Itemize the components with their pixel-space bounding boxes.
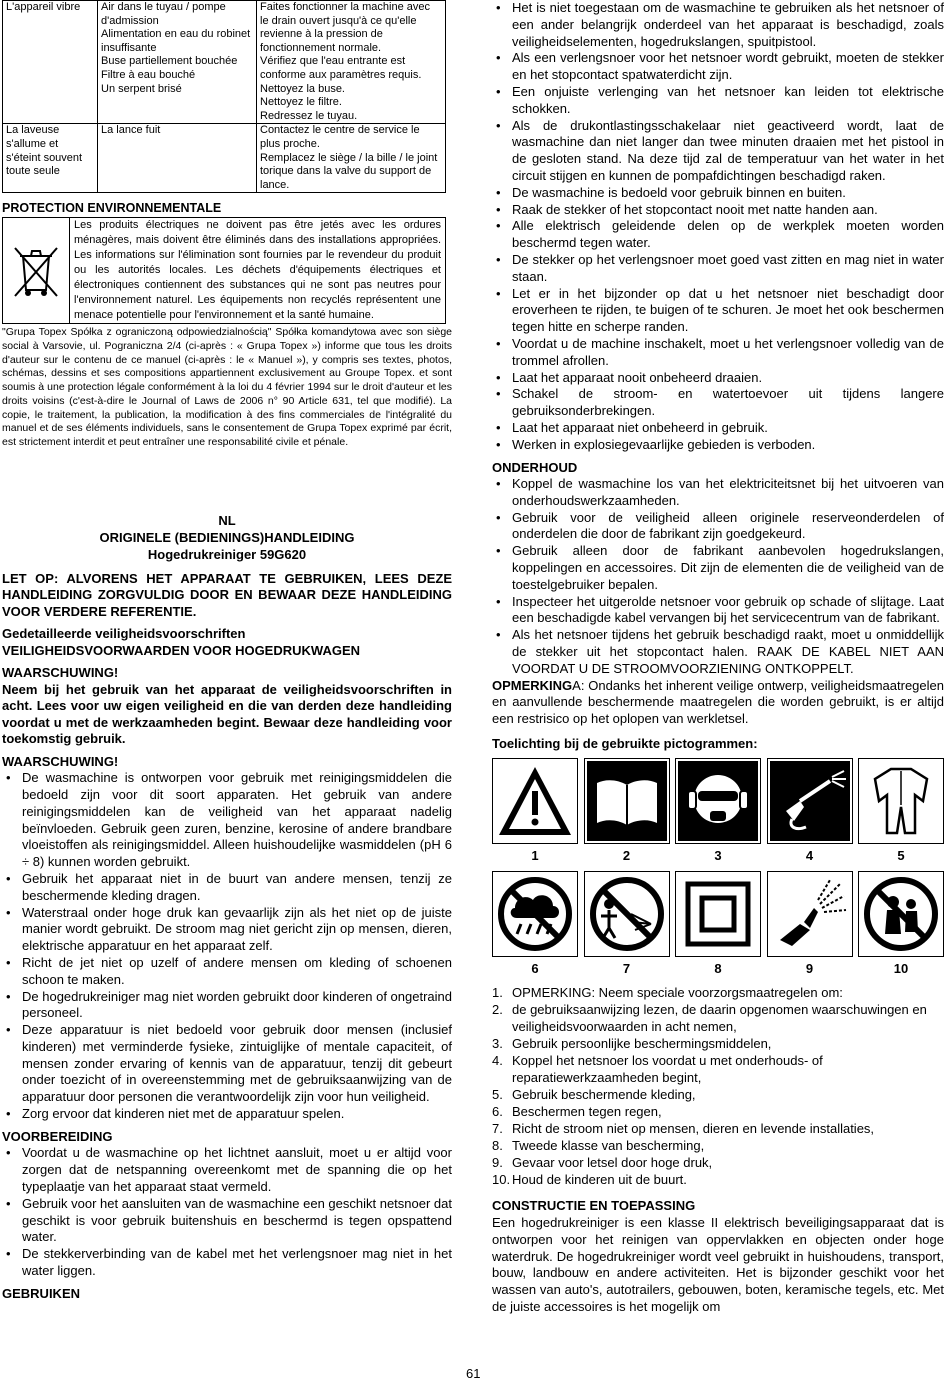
list-item: • Als een verlengsnoer voor het netsnoer wordt gebruikt, moeten de stekker en het stopcontact spatwaterdicht zijn. bbox=[492, 50, 944, 84]
pictogram-number: 2 bbox=[622, 848, 631, 864]
list-item: • Raak de stekker of het stopcontact nooit met natte handen aan. bbox=[492, 202, 944, 219]
list-item bbox=[492, 1137, 944, 1154]
remark-text: A: Ondanks het inherent veilige ontwerp, veiligheidsmaatregelen en aanvullende beschermende maatregelen die worden gebruikt, is er altijd een restrisico op het oplopen van werkletsel. bbox=[492, 677, 944, 727]
warning-triangle-icon bbox=[492, 758, 578, 844]
weee-bin-icon bbox=[3, 218, 70, 323]
pictogram-number: 10 bbox=[893, 961, 909, 977]
spray-gun-icon bbox=[767, 758, 853, 844]
legend-number: 4. bbox=[492, 1053, 503, 1069]
table-cell-cause bbox=[98, 1, 257, 124]
preparation-list bbox=[2, 1145, 452, 1279]
table-text: torique dans la valve du support de bbox=[260, 165, 432, 178]
table-text: lance. bbox=[260, 178, 290, 191]
legend-text: Gebruik persoonlijke beschermingsmiddelen, bbox=[512, 1036, 772, 1052]
high-pressure-injury-icon bbox=[767, 871, 853, 957]
read-manual-icon bbox=[584, 758, 670, 844]
table-text: revienne à la pression de bbox=[260, 28, 383, 41]
table-cell-remedy bbox=[257, 124, 446, 193]
legend-text: de gebruiksaanwijzing lezen, de daarin opgenomen waarschuwingen en veiligheidsvoorwaarden in acht nemen, bbox=[512, 1002, 927, 1035]
legend-text: Beschermen tegen regen, bbox=[512, 1104, 662, 1120]
pictogram-numbers bbox=[492, 961, 944, 976]
list-item: • Laat het apparaat nooit onbeheerd draaien. bbox=[492, 370, 944, 387]
pictogram-grid bbox=[492, 758, 944, 976]
list-item: • Werken in explosiegevaarlijke gebieden is verboden. bbox=[492, 437, 944, 454]
list-item bbox=[492, 1052, 944, 1086]
list-item bbox=[492, 1103, 944, 1120]
warning-list bbox=[2, 770, 452, 1123]
legend-text: Richt de stroom niet op mensen, dieren en levende installaties, bbox=[512, 1121, 875, 1137]
table-text: Un serpent brisé bbox=[101, 82, 182, 95]
legend-text: Gebruik beschermende kleding, bbox=[512, 1087, 696, 1103]
construction-text: Een hogedrukreiniger is een klasse II elektrisch beveiligingsapparaat dat is ontworpen voor het reinigen van oppervlakken en objecten onder hoge waterdruk. De hogedrukreiniger wordt veel gebruikt in huishoudens, transport, bouw, landbouw en andere activiteiten. Het is bijzonder geschikt voor het wassen van auto's, autotrailers, gebouwen, boten, keramische tegels, etc. Met de juiste accessoires is het mogelijk om bbox=[492, 1214, 944, 1314]
list-item: • Een onjuiste verlenging van het netsnoer kan leiden tot elektrische schokken. bbox=[492, 84, 944, 118]
list-item: • Gebruik alleen door de fabrikant aanbevolen hogedrukslangen, koppelingen en accessoires. Dit zijn de elementen die de veiligheid van de toestelgebruiker bepalen. bbox=[492, 543, 944, 593]
table-text: conforme aux paramètres requis. bbox=[260, 68, 422, 81]
attention-notice: LET OP: ALVORENS HET APPARAAT TE GEBRUIKEN, LEES DEZE HANDLEIDING ZORGVULDIG DOOR EN BEWAAR DEZE HANDLEIDING VOOR VERDERE REFERENTIE. bbox=[2, 570, 452, 619]
list-item bbox=[492, 984, 944, 1001]
legend-number: 1. bbox=[492, 985, 503, 1001]
legend-number: 8. bbox=[492, 1138, 503, 1154]
legend-text: Koppel het netsnoer los voordat u met onderhouds- of reparatiewerkzaamheden begint, bbox=[512, 1053, 823, 1086]
list-item bbox=[492, 1120, 944, 1137]
table-text: Air dans le tuyau / pompe bbox=[101, 1, 226, 13]
list-item: • Alle elektrisch geleidende delen op de werkplek moeten worden beschermd tegen water. bbox=[492, 218, 944, 252]
list-item: • Let er in het bijzonder op dat u het netsnoer niet beschadigt door eroverheen te rijden, te buigen of te schuren. Je moet het ook beschermen tegen hitte en scherpe randen. bbox=[492, 286, 944, 336]
table-cell-device bbox=[3, 124, 98, 193]
pictogram-numbers bbox=[492, 848, 944, 863]
legend-text: Houd de kinderen uit de buurt. bbox=[512, 1172, 687, 1188]
legend-number: 2. bbox=[492, 1002, 503, 1018]
table-text: s'allume et bbox=[6, 137, 59, 150]
construction-heading: CONSTRUCTIE EN TOEPASSING bbox=[492, 1198, 696, 1214]
list-item: • Waterstraal onder hoge druk kan gevaarlijk zijn als het niet op de juiste manier wordt gebruikt. De stroom mag niet gericht zijn op mensen, dieren, elektrische apparatuur en het apparaat zelf. bbox=[2, 905, 452, 955]
page-number: 61 bbox=[466, 1366, 481, 1381]
list-item: • Gebruik voor de veiligheid alleen originele reserveonderdelen of onderdelen die door de fabrikant zijn goedgekeurd. bbox=[492, 510, 944, 544]
list-item: • De stekkerverbinding van de kabel met het verlengsnoer mag niet in het water liggen. bbox=[2, 1246, 452, 1280]
table-text: plus proche. bbox=[260, 137, 320, 150]
pictogram-row bbox=[492, 871, 944, 957]
pictogram-row bbox=[492, 758, 944, 844]
left-column bbox=[2, 0, 452, 1302]
table-text: Remplacez le siège / la bille / le joint bbox=[260, 151, 438, 164]
table-text: Alimentation en eau du robinet bbox=[101, 28, 251, 41]
safety-subheading: VEILIGHEIDSVOORWAARDEN VOOR HOGEDRUKWAGEN bbox=[2, 642, 361, 658]
table-text: Vérifiez que l'eau entrante est bbox=[260, 55, 406, 68]
pictogram-number: 5 bbox=[897, 848, 905, 864]
pictogram-number: 3 bbox=[714, 848, 722, 864]
manual-title: ORIGINELE (BEDIENINGS)HANDLEIDING bbox=[99, 529, 355, 545]
remark-label: OPMERKING bbox=[492, 677, 573, 693]
table-text: Buse partiellement bouchée bbox=[101, 55, 238, 68]
list-item bbox=[492, 1086, 944, 1103]
list-item bbox=[492, 1154, 944, 1171]
table-text: toute seule bbox=[6, 165, 60, 178]
copyright-notice: "Grupa Topex Spółka z ograniczoną odpowiedzialnością" Spółka komandytowa avec son siège social à Varsovie, ul. Pograniczna 2/4 (ci-après : « Grupa Topex ») informe que tous les droits d'auteur sur le contenu de ce manuel (ci-après : le « Manuel »), y compris ses textes, photos, schémas, dessins et ses compositions appartiennent exclusivement au Groupe Topex. et sont soumis à une protection légale conformément à la loi du 4 février 1994 sur le droit d'auteur et les droits voisins (c'est-à-dire le Journal of Laws de 2006 n° 90 Article 631, tel que modifié). La copie, le traitement, la publication, la modification à des fins commerciales de l'intégralité du manuel et de ses éléments individuels, sans le consentement de Grupa Topex exprimé par écrit, est strictement interdit et peut entraîner une responsabilité civile et pénale. bbox=[2, 326, 452, 448]
list-item: • Gebruik het apparaat niet in de buurt van andere mensen, tenzij ze beschermende kleding dragen. bbox=[2, 871, 452, 905]
table-text: Contactez le centre de service le bbox=[260, 124, 420, 137]
list-item: • Als het netsnoer tijdens het gebruik beschadigd raakt, moet u onmiddellijk de stekker uit het stopcontact halen. RAAK DE KABEL NIET AAN VOORDAT U DE STROOMVOORZIENING ONTKOPPELT. bbox=[492, 627, 944, 677]
no-rain-icon bbox=[492, 871, 578, 957]
legend-number: 9. bbox=[492, 1155, 503, 1171]
list-item: • Richt de jet niet op uzelf of andere mensen om kleding of schoenen schoon te maken. bbox=[2, 955, 452, 989]
pictogram-legend bbox=[492, 984, 944, 1188]
pictogram-number: 4 bbox=[805, 848, 814, 864]
safety-heading: Gedetailleerde veiligheidsvoorschriften bbox=[2, 626, 246, 642]
table-row bbox=[3, 124, 446, 193]
table-text: fonctionnement normale. bbox=[260, 41, 382, 54]
table-text: s'éteint souvent bbox=[6, 151, 83, 164]
list-item: • Zorg ervoor dat kinderen niet met de apparatuur spelen. bbox=[2, 1106, 452, 1123]
product-name: Hogedrukreiniger 59G620 bbox=[147, 546, 307, 562]
table-cell-remedy bbox=[257, 1, 446, 124]
protective-clothing-icon bbox=[858, 758, 944, 844]
table-cell-device bbox=[3, 1, 98, 124]
protective-equipment-icon bbox=[675, 758, 761, 844]
list-item: • Gebruik voor het aansluiten van de wasmachine een geschikt netsnoer dat geschikt is voor gebruik buitenshuis en beschermd is tegen opspattend water. bbox=[2, 1196, 452, 1246]
list-item: • Koppel de wasmachine los van het elektriciteitsnet bij het uitvoeren van onderhoudswerkzaamheden. bbox=[492, 476, 944, 510]
list-item bbox=[492, 1171, 944, 1188]
list-item: • Voordat u de wasmachine op het lichtnet aansluit, moet u er altijd voor zorgen dat de netspanning overeenkomt met de spanning die op het typeplaatje van het apparaat staat vermeld. bbox=[2, 1145, 452, 1195]
table-text: La lance fuit bbox=[101, 124, 161, 137]
use-list bbox=[492, 0, 944, 454]
no-spray-at-people-icon bbox=[584, 871, 670, 957]
table-text: le drain ouvert jusqu'à ce qu'elle bbox=[260, 14, 417, 27]
maintenance-heading: ONDERHOUD bbox=[492, 459, 578, 475]
language-code: NL bbox=[218, 512, 236, 528]
env-title: PROTECTION ENVIRONNEMENTALE bbox=[2, 201, 222, 216]
warning-text: Neem bij het gebruik van het apparaat de veiligheidsvoorschriften in acht. Lees voor uw eigen veiligheid en die van derden deze handleiding voordat u met de werkzaamheden begint. Bewaar deze handleiding voor toekomstig gebruik. bbox=[2, 681, 452, 747]
legend-number: 6. bbox=[492, 1104, 503, 1120]
double-insulation-icon bbox=[675, 871, 761, 957]
legend-number: 5. bbox=[492, 1087, 503, 1103]
table-text: Faites fonctionner la machine avec bbox=[260, 1, 430, 13]
pictogram-number: 1 bbox=[531, 848, 539, 864]
table-text: Filtre à eau bouché bbox=[101, 68, 196, 81]
table-text: La laveuse bbox=[6, 124, 60, 137]
pictogram-number: 9 bbox=[805, 961, 814, 977]
pictogram-number: 7 bbox=[622, 961, 631, 977]
legend-text: OPMERKING: Neem speciale voorzorgsmaatregelen om: bbox=[512, 985, 843, 1001]
list-item bbox=[492, 1001, 944, 1035]
legend-number: 7. bbox=[492, 1121, 503, 1137]
remark-paragraph bbox=[492, 678, 944, 728]
table-text: d'admission bbox=[101, 14, 159, 27]
warning-heading: WAARSCHUWING! bbox=[2, 753, 119, 769]
list-item: • Als de drukontlastingsschakelaar niet geactiveerd wordt, laat de wasmachine dan niet langer dan twee minuten draaien met het pistool in de gesloten stand. Na deze tijd zal de temperatuur van het water in het circuit stijgen en kunnen de pompafdichtingen beschadigd raken. bbox=[492, 118, 944, 185]
warning-heading: WAARSCHUWING! bbox=[2, 665, 119, 681]
list-item: • De wasmachine is ontworpen voor gebruik met reinigingsmiddelen die bedoeld zijn voor dit soort apparaten. Het gebruik van andere reinigingsmiddelen kan de veiligheid van het apparaat nadelig beïnvloeden. Gebruik geen zuren, benzine, kerosine of andere brandbare vloeistoffen als reinigingsmiddel. Alleen huishoudelijke wasmiddelen (pH 6 ÷ 8) kunnen worden gebruikt. bbox=[2, 770, 452, 871]
table-text: Redressez le tuyau. bbox=[260, 109, 358, 122]
list-item: • Laat het apparaat niet onbeheerd in gebruik. bbox=[492, 420, 944, 437]
troubleshooting-table bbox=[2, 0, 446, 193]
pictogram-number: 8 bbox=[714, 961, 722, 977]
table-text: L'appareil vibre bbox=[6, 1, 81, 13]
pictogram-number: 6 bbox=[531, 961, 539, 977]
keep-children-away-icon bbox=[858, 871, 944, 957]
list-item: • Voordat u de machine inschakelt, moet u het verlengsnoer volledig van de trommel afrollen. bbox=[492, 336, 944, 370]
legend-number: 10. bbox=[492, 1172, 511, 1188]
table-text: Nettoyez la buse. bbox=[260, 82, 345, 95]
list-item: • De hogedrukreiniger mag niet worden gebruikt door kinderen of ongetraind personeel. bbox=[2, 989, 452, 1023]
list-item: • Inspecteer het uitgerolde netsnoer voor gebruik op schade of slijtage. Laat een beschadigde kabel vervangen bij het servicecentrum van de fabrikant. bbox=[492, 594, 944, 628]
right-column bbox=[492, 0, 944, 1316]
legend-text: Tweede klasse van bescherming, bbox=[512, 1138, 705, 1154]
table-text: Nettoyez le filtre. bbox=[260, 96, 342, 109]
legend-text: Gevaar voor letsel door hoge druk, bbox=[512, 1155, 713, 1171]
table-row bbox=[3, 1, 446, 124]
list-item bbox=[492, 1035, 944, 1052]
table-text: insuffisante bbox=[101, 41, 157, 54]
use-heading: GEBRUIKEN bbox=[2, 1285, 81, 1301]
list-item: • Schakel de stroom- en watertoevoer uit tijdens langere gebruiksonderbrekingen. bbox=[492, 386, 944, 420]
list-item: • Het is niet toegestaan om de wasmachine te gebruiken als het netsnoer of een ander belangrijk onderdeel van het apparaat is beschadigd, zoals veiligheidselementen, hogedrukslangen, spuitpistool. bbox=[492, 0, 944, 50]
table-cell-cause bbox=[98, 124, 257, 193]
maintenance-list bbox=[492, 476, 944, 678]
list-item: • Deze apparatuur is niet bedoeld voor gebruik door mensen (inclusief kinderen) met verminderde fysieke, zintuiglijke of mentale capaciteit, of mensen zonder ervaring of kennis van de apparatuur, tenzij dit gebeurt onder toezicht of in overeenstemming met de gebruiksaanwijzing van de apparatuur door personen die verantwoordelijk zijn voor hun veiligheid. bbox=[2, 1022, 452, 1106]
env-text: Les produits électriques ne doivent pas être jetés avec les ordures ménagères, mais doivent être éliminés dans des installations appropriées. Les informations sur l'élimination sont fournies par le revendeur du produit ou les autorités locales. Les déchets d'équipements électriques et électroniques contiennent des substances qui ne sont pas neutres pour l'environnement naturel. Les équipements non recyclés représentent une menace potentielle pour l'environnement et la santé humaine. bbox=[74, 219, 441, 322]
preparation-heading: VOORBEREIDING bbox=[2, 1128, 113, 1144]
env-box bbox=[2, 217, 446, 324]
list-item: • De stekker op het verlengsnoer moet goed vast zitten en mag niet in water staan. bbox=[492, 252, 944, 286]
legend-number: 3. bbox=[492, 1036, 503, 1052]
pictogram-heading: Toelichting bij de gebruikte pictogrammen: bbox=[492, 735, 758, 751]
list-item: • De wasmachine is bedoeld voor gebruik binnen en buiten. bbox=[492, 185, 944, 202]
